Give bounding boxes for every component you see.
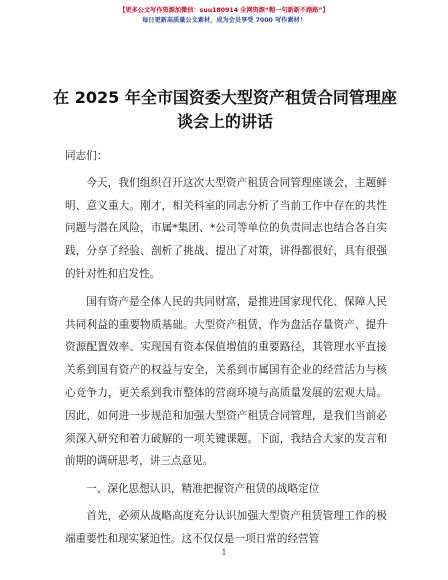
salutation: 同志们：	[65, 150, 108, 162]
page-number: 1	[221, 548, 227, 557]
body-paragraph-2: 国有资产是全体人民的共同财富，是推进国家现代化、保障人民共同利益的重要物质基础。大型资产租赁，作为盘活存量资产、提升资源配置效率、实现国有资本保值增值的重要路径，其管理水平直接关系到国有资产的权益与安全，关系到市属国有企业的经营活力与核心竞争力，更关系到我市整体的营商环境与高质量发展的宏观大局。因此，如何进一步规范和加强大型资产租赁合同管理，是我们当前必须深入研究和着力破解的一项关键课题。下面，我结合大家的发言和前期的调研思考，讲三点意见。	[65, 295, 387, 468]
document-title: 在 2025 年全市国资委大型资产租赁合同管理座谈会上的讲话	[53, 88, 397, 131]
promo-banner-line-1: 【更多公文写作资源加微信：suu180914 全网资源“帽一句新新不跑路”】	[119, 7, 329, 14]
body-paragraph-3: 首先，必须从战略高度充分认识加强大型资产租赁管理工作的极端重要性和现实紧迫性。这不仅仅是一项日常的经营管	[65, 509, 387, 545]
promo-banner-line-2: 每日更新高质量公文素材，成为会员享受 7000 写作素材！	[142, 17, 306, 24]
document-body	[65, 145, 387, 556]
section-heading: 一、深化思想认识，精准把握资产租赁的战略定位	[86, 483, 320, 496]
body-paragraph-1: 今天，我们组织召开这次大型资产租赁合同管理座谈会，主题鲜明、意义重大。刚才，相关科室的同志分析了当前工作中存在的共性问题与潜在风险，市属*集团、*公司等单位的负责同志也结合各自实践，分享了经验、剖析了挑战、提出了对策，讲得都很好，具有很强的针对性和启发性。	[65, 176, 387, 280]
promo-banner	[0, 6, 448, 26]
